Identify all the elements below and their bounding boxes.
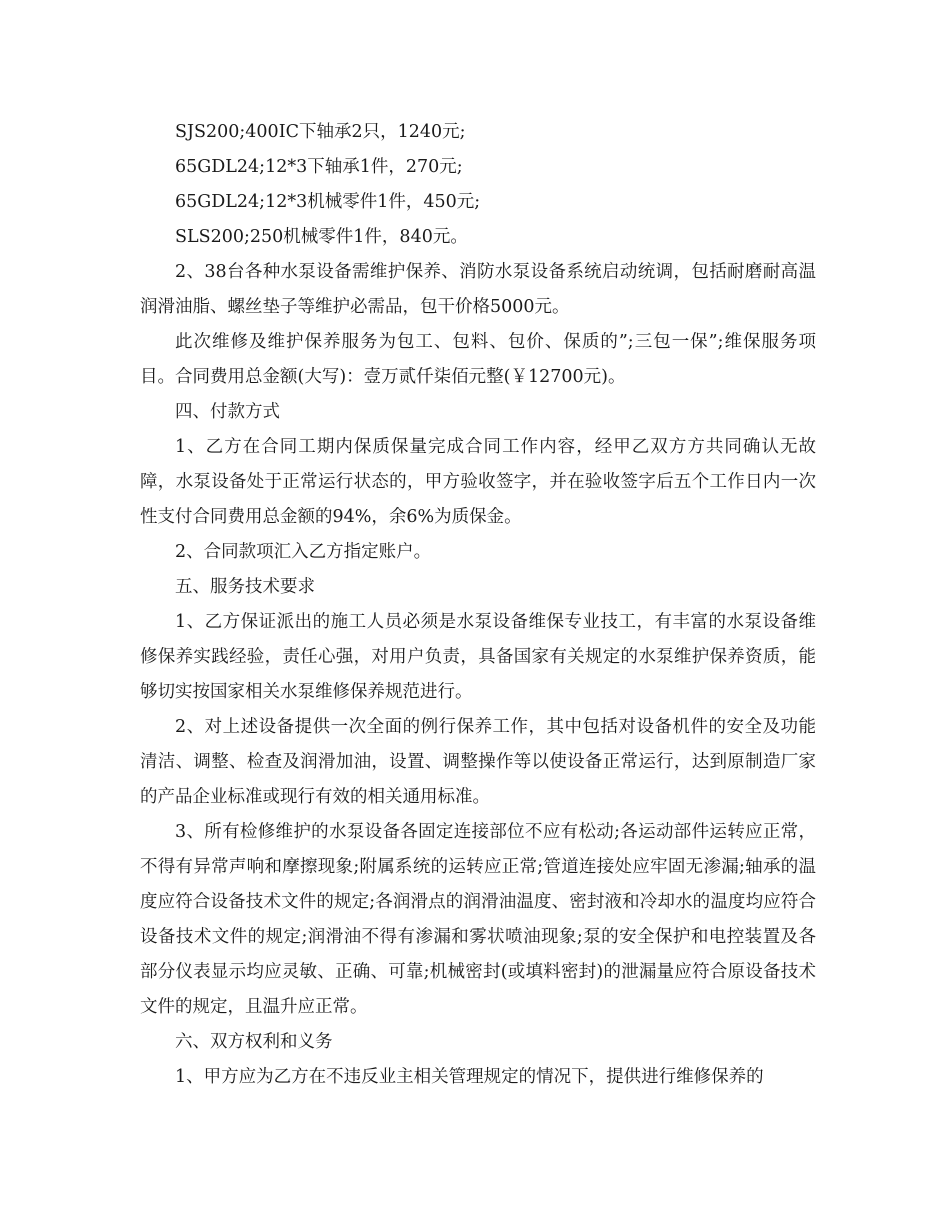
section-heading-rights: 六、双方权利和义务 [175,1032,333,1052]
section-heading-technical: 五、服务技术要求 [175,577,315,597]
parts-line-mechanical-65gdl24: 65GDL24;12*3机械零件1件，450元; [175,192,481,212]
rights-clause-1: 1、甲方应为乙方在不违反业主相关管理规定的情况下，提供进行维修保养的 [175,1067,764,1087]
contract-total-paragraph: 此次维修及维护保养服务为包工、包料、包价、保质的”;三包一保”;维保服务项目。合同费用总金额(大写)：壹万贰仟柒佰元整(￥12700元)。 [140,332,816,387]
technical-clause-1: 1、乙方保证派出的施工人员必须是水泵设备维保专业技工，有丰富的水泵设备维修保养实践经验，责任心强，对用户负责，具备国家有关规定的水泵维护保养资质，能够切实按国家相关水泵维修保养规范进行。 [140,612,816,702]
parts-line-mechanical-sls200: SLS200;250机械零件1件，840元。 [175,227,468,247]
technical-clause-3: 3、所有检修维护的水泵设备各固定连接部位不应有松动;各运动部件运转应正常，不得有异常声响和摩擦现象;附属系统的运转应正常;管道连接处应牢固无渗漏;轴承的温度应符合设备技术文件的规定;各润滑点的润滑油温度、密封液和冷却水的温度均应符合设备技术文件的规定;润滑油不得有渗漏和雾状喷油现象;泵的安全保护和电控装置及各部分仪表显示均应灵敏、正确、可靠;机械密封(或填料密封)的泄漏量应符合原设备技术文件的规定，且温升应正常。 [140,822,816,1017]
payment-clause-2: 2、合同款项汇入乙方指定账户。 [175,542,432,562]
parts-line-bearing-sjs200: SJS200;400IC下轴承2只，1240元; [175,122,466,142]
parts-line-bearing-65gdl24: 65GDL24;12*3下轴承1件，270元; [175,157,463,177]
payment-clause-1: 1、乙方在合同工期内保质保量完成合同工作内容，经甲乙双方方共同确认无故障，水泵设备处于正常运行状态的，甲方验收签字，并在验收签字后五个工作日内一次性支付合同费用总金额的94%，余6%为质保金。 [140,437,816,527]
section-heading-payment: 四、付款方式 [175,402,280,422]
technical-clause-2: 2、对上述设备提供一次全面的例行保养工作，其中包括对设备机件的安全及功能清洁、调整、检查及润滑加油，设置、调整操作等以使设备正常运行，达到原制造厂家的产品企业标准或现行有效的相关通用标准。 [140,717,816,807]
maintenance-item-paragraph: 2、38台各种水泵设备需维护保养、消防水泵设备系统启动统调，包括耐磨耐高温润滑油脂、螺丝垫子等维护必需品，包干价格5000元。 [140,262,816,317]
document-body [140,115,816,1095]
